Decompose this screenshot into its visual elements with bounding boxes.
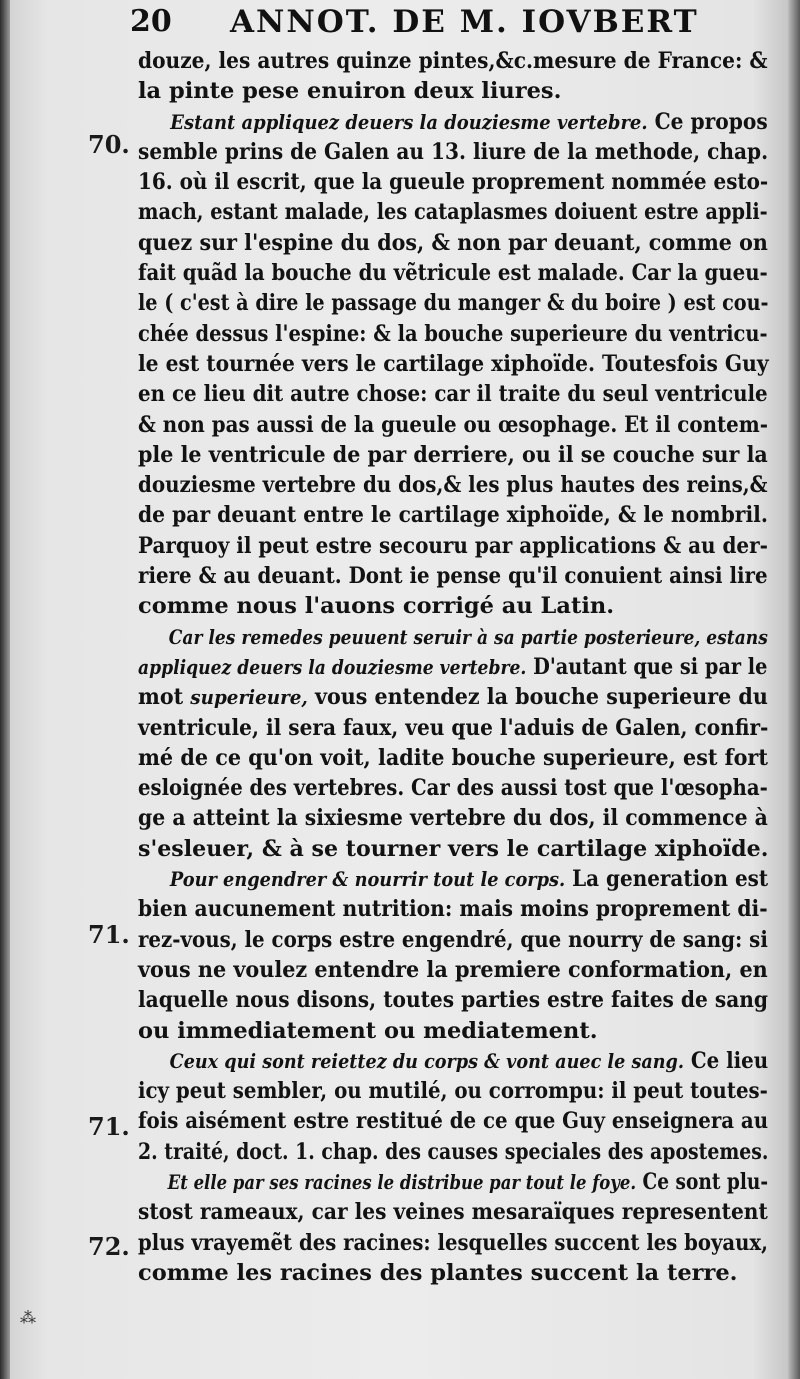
page-edge-shadow bbox=[788, 0, 800, 1379]
line-text: rez-vous, le corps estre engendré, que nourry de sang: si bbox=[138, 926, 768, 953]
text-line bbox=[138, 1137, 769, 1167]
text-line bbox=[138, 1106, 769, 1136]
line-text: le ( c'est à dire le passage du manger & du boire ) est cou- bbox=[138, 290, 769, 317]
text-line bbox=[138, 1258, 768, 1288]
line-text: & non pas aussi de la gueule ou œsophage. Et il contem- bbox=[138, 411, 768, 438]
line-text: comme nous l'auons corrigé au Latin. bbox=[138, 593, 615, 620]
text-line bbox=[138, 470, 768, 500]
text-line bbox=[138, 197, 768, 227]
text-line bbox=[138, 894, 768, 924]
line-text: 2. traité, doct. 1. chap. des causes speciales des apostemes. bbox=[138, 1138, 769, 1165]
line-text: Ce propos bbox=[647, 108, 768, 135]
text-line bbox=[138, 591, 768, 621]
text-line bbox=[138, 1046, 769, 1076]
text-line bbox=[138, 985, 769, 1015]
line-text: en ce lieu dit autre chose: car il traite du seul ventricule bbox=[138, 381, 768, 408]
line-text: icy peut sembler, ou mutilé, ou corrompu: il peut toutes- bbox=[138, 1078, 768, 1105]
line-text: douziesme vertebre du dos,& les plus hautes des reins,& bbox=[138, 472, 768, 499]
text-line bbox=[138, 46, 768, 76]
printer-mark: ⁂ bbox=[20, 1308, 36, 1327]
text-line bbox=[138, 864, 769, 894]
line-text: douze, les autres quinze pintes,&c.mesure de France: & bbox=[138, 48, 768, 74]
line-text: chée dessus l'espine: & la bouche superieure du ventricu- bbox=[138, 320, 768, 347]
text-line bbox=[138, 803, 768, 833]
line-text: le est tournée vers le cartilage xiphoïde. Toutesfois Guy bbox=[138, 350, 769, 377]
text-line bbox=[138, 1076, 768, 1106]
lemma-italic: Pour engendrer & nourrir tout le corps. bbox=[169, 867, 566, 892]
text-line bbox=[138, 1228, 768, 1258]
text-line bbox=[138, 1016, 768, 1046]
text-line bbox=[138, 622, 768, 652]
line-text: La generation est bbox=[565, 866, 769, 893]
text-line bbox=[138, 349, 769, 379]
margin-note-70: 70. bbox=[88, 130, 130, 159]
text-line bbox=[138, 258, 768, 288]
text-line bbox=[138, 167, 769, 197]
line-text: comme les racines des plantes succent la terre. bbox=[138, 1259, 738, 1286]
text-line bbox=[138, 137, 769, 167]
line-text: fois aisément estre restitué de ce que Guy enseignera au bbox=[138, 1108, 769, 1135]
text-line bbox=[138, 682, 768, 712]
line-text: 16. où il escrit, que la gueule proprement nommée esto- bbox=[138, 169, 769, 196]
text-line bbox=[138, 76, 768, 106]
line-text: laquelle nous disons, toutes parties estre faites de sang bbox=[138, 987, 769, 1014]
page-binding-shadow bbox=[0, 0, 10, 1379]
line-text: de par deuant entre le cartilage xiphoïde, & le nombril. bbox=[138, 502, 768, 529]
text-line bbox=[138, 379, 768, 409]
line-text: semble prins de Galen au 13. liure de la methode, chap. bbox=[138, 138, 769, 165]
line-text: s'esleuer, & à se tourner vers le cartilage xiphoïde. bbox=[138, 835, 769, 862]
line-text: D'autant que si par le bbox=[526, 653, 768, 680]
text-line bbox=[138, 531, 768, 561]
line-text: fait quãd la bouche du vẽtricule est malade. Car la gueu- bbox=[138, 260, 768, 287]
text-line bbox=[138, 1197, 768, 1227]
lemma-italic: Et elle par ses racines le distribue par tout le foye. bbox=[167, 1169, 637, 1194]
lemma-italic: superieure, bbox=[190, 685, 308, 710]
text-line bbox=[138, 1167, 769, 1197]
lemma-italic: appliquez deuers la douziesme vertebre. bbox=[138, 654, 527, 679]
line-text: ge a atteint la sixiesme vertebre du dos, il commence à bbox=[138, 805, 768, 832]
running-head: ANNOT. DE M. IOVBERT bbox=[230, 4, 699, 40]
line-text: Parquoy il peut estre secouru par applications & au der- bbox=[138, 532, 768, 559]
text-line bbox=[138, 713, 769, 743]
text-line bbox=[138, 500, 768, 530]
margin-note-72: 72. bbox=[88, 1232, 130, 1261]
text-line bbox=[138, 652, 768, 682]
text-line bbox=[138, 955, 768, 985]
body-text bbox=[138, 46, 768, 1288]
lemma-italic: Estant appliquez deuers la douziesme vertebre. bbox=[170, 109, 648, 134]
text-line bbox=[138, 410, 768, 440]
line-text: mach, estant malade, les cataplasmes doiuent estre appli- bbox=[138, 199, 768, 226]
text-line bbox=[138, 440, 768, 470]
line-text: Ce sont plu- bbox=[636, 1168, 769, 1195]
line-text: riere & au deuant. Dont ie pense qu'il conuient ainsi lire bbox=[138, 563, 768, 590]
page-header bbox=[130, 2, 770, 42]
text-line bbox=[138, 743, 768, 773]
line-text: bien aucunement nutrition: mais moins proprement di- bbox=[138, 896, 768, 923]
line-text: esloignée des vertebres. Car des aussi tost que l'œsopha- bbox=[138, 775, 768, 802]
text-line bbox=[138, 773, 768, 803]
text-line bbox=[138, 925, 768, 955]
line-text: vous ne voulez entendre la premiere conformation, en bbox=[138, 956, 768, 983]
line-text: ventricule, il sera faux, veu que l'aduis de Galen, confir- bbox=[138, 714, 769, 741]
text-line bbox=[138, 228, 768, 258]
line-text: quez sur l'espine du dos, & non par deuant, comme on bbox=[138, 229, 768, 256]
text-line bbox=[138, 107, 768, 137]
page-number: 20 bbox=[130, 4, 172, 39]
margin-note-71a: 71. bbox=[88, 920, 130, 949]
line-text: stost rameaux, car les veines mesaraïques representent bbox=[138, 1199, 768, 1226]
text-line bbox=[138, 834, 769, 864]
line-text: mé de ce qu'on voit, ladite bouche superieure, est fort bbox=[138, 744, 768, 771]
text-line bbox=[138, 319, 768, 349]
line-text: ple le ventricule de par derriere, ou il se couche sur la bbox=[138, 441, 768, 468]
lemma-italic: Car les remedes peuuent seruir à sa partie posterieure, estans bbox=[168, 624, 768, 649]
text-line bbox=[138, 288, 769, 318]
lemma-italic: Ceux qui sont reiettez du corps & vont auec le sang. bbox=[169, 1048, 684, 1073]
line-text: ou immediatement ou mediatement. bbox=[138, 1017, 598, 1044]
margin-note-71b: 71. bbox=[88, 1112, 130, 1141]
line-text: vous entendez la bouche superieure du bbox=[307, 684, 768, 711]
line-text: plus vrayemẽt des racines: lesquelles succent les boyaux, bbox=[138, 1229, 768, 1256]
line-text: Ce lieu bbox=[683, 1047, 769, 1074]
line-text: mot bbox=[138, 684, 191, 711]
text-line bbox=[138, 561, 768, 591]
line-text: la pinte pese enuiron deux liures. bbox=[138, 78, 562, 105]
